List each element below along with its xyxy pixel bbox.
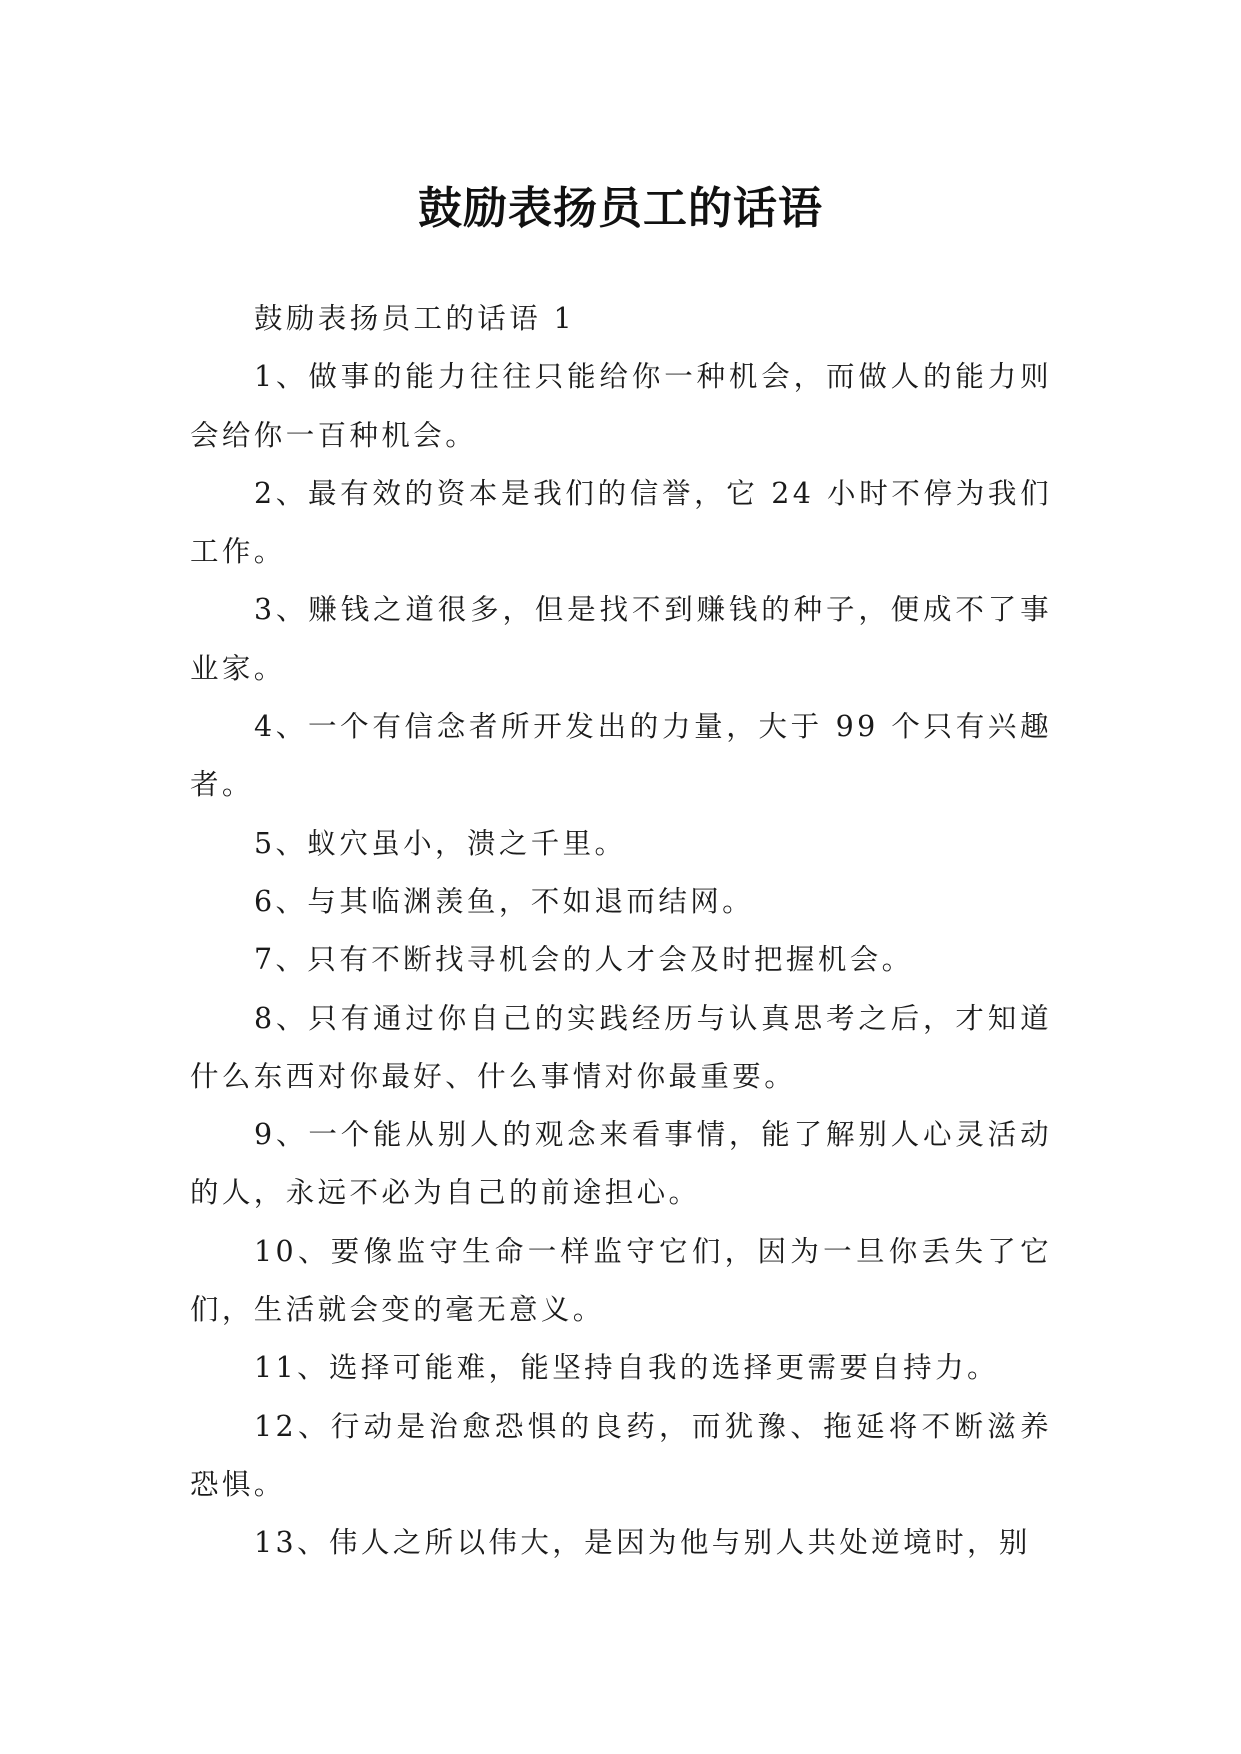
paragraph: 5、蚁穴虽小，溃之千里。: [254, 826, 627, 860]
document-body: [190, 290, 1052, 1573]
document-title: 鼓励表扬员工的话语: [418, 183, 823, 235]
paragraph: 10、要像监守生命一样监守它们，因为一旦你丢失了它们，生活就会变的毫无意义。: [190, 1234, 1052, 1327]
paragraph: 12、行动是治愈恐惧的良药，而犹豫、拖延将不断滋养恐惧。: [190, 1409, 1052, 1501]
paragraph: 13、伟人之所以伟大，是因为他与别人共处逆境时，别: [254, 1526, 1031, 1560]
paragraph: 9、一个能从别人的观念来看事情，能了解别人心灵活动的人，永远不必为自己的前途担心。: [190, 1118, 1052, 1210]
paragraph: 11、选择可能难，能坚持自我的选择更需要自持力。: [254, 1351, 999, 1385]
paragraph: 3、赚钱之道很多，但是找不到赚钱的种子，便成不了事业家。: [190, 593, 1052, 685]
paragraph: 8、只有通过你自己的实践经历与认真思考之后，才知道什么东西对你最好、什么事情对你最重要。: [190, 1001, 1052, 1093]
paragraph: 4、一个有信念者所开发出的力量，大于 99 个只有兴趣者。: [190, 710, 1052, 802]
paragraph: 1、做事的能力往往只能给你一种机会，而做人的能力则会给你一百种机会。: [190, 360, 1052, 452]
paragraph: 6、与其临渊羡鱼，不如退而结网。: [254, 884, 755, 918]
paragraph: 7、只有不断找寻机会的人才会及时把握机会。: [254, 943, 914, 977]
section-heading: 鼓励表扬员工的话语 1: [254, 302, 576, 335]
paragraph: 2、最有效的资本是我们的信誉，它 24 小时不停为我们工作。: [190, 476, 1052, 569]
